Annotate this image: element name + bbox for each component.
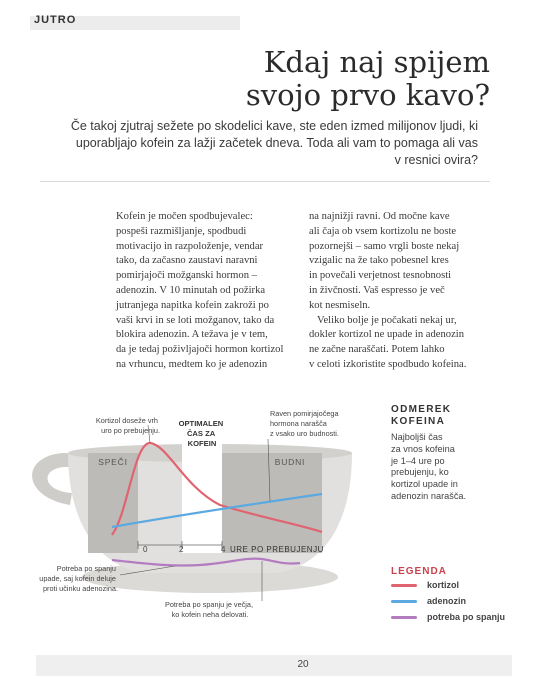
body-column-1: [116, 210, 308, 373]
legend-title: LEGENDA: [391, 566, 447, 577]
dose-heading: ODMEREK KOFEINA: [391, 404, 452, 427]
page-title-text: Kdaj naj spijem svojo prvo kavo?: [245, 45, 490, 112]
legend-label: potreba po spanju: [427, 612, 506, 622]
cortisol-annotation-line: Kortizol doseže vrh: [95, 416, 158, 425]
legend-swatch: [391, 616, 417, 619]
cortisol-annotation-line: uro po prebujenju.: [101, 426, 160, 435]
sleep-zone: [88, 453, 138, 553]
axis-tick-label: 4: [221, 545, 226, 554]
sleep-need-annotation-line: Potreba po spanju je večja,: [164, 600, 253, 609]
page-number: 20: [297, 659, 309, 670]
sleep-need-annotation-line: upade, saj kofein deluje: [39, 574, 116, 583]
footer-bar: [36, 655, 512, 676]
dose-text: [391, 432, 501, 503]
cup-handle: [32, 453, 74, 505]
section-label: JUTRO: [34, 14, 77, 26]
sleep-need-annotation-line: Potreba po spanju: [56, 564, 116, 573]
caffeine-timing-diagram: [0, 395, 390, 635]
legend-item-cortisol: [391, 580, 459, 590]
legend-item-sleep-need: [391, 612, 505, 622]
body-column-2: [309, 210, 501, 373]
cortisol-annotation: [96, 416, 160, 435]
zone-label-awake: BUDNI: [274, 457, 306, 467]
axis-tick-label: 0: [143, 545, 148, 554]
dose-paragraph: Najboljši čas za vnos kofeina je 1–4 ure po prebujenju, ko kortizol upade in adenozin narašča.: [391, 432, 467, 501]
legend-item-adenosine: [391, 596, 466, 606]
legend-swatch: [391, 584, 417, 587]
sleep-need-annotation-left: [39, 564, 118, 593]
page-subtitle: Če takoj zjutraj sežete po skodelici kave, ste eden izmed milijonov ljudi, ki uporabljajo kofein za lažji začetek dneva. Toda ali vam to pomaga ali vas v resnici ovira?: [70, 119, 478, 167]
adenosine-annotation-line: Raven pomirjajočega: [270, 409, 339, 418]
sleep-need-annotation-bottom: [165, 600, 255, 619]
axis-tick-label: 2: [179, 545, 184, 554]
optimal-window-label-line: ČAS ZA: [186, 429, 215, 438]
adenosine-annotation: [270, 409, 341, 438]
body-paragraph: Veliko bolje je počakati nekaj ur, dokler kortizol ne upade in adenozin ne začne naraščati. Potem lahko v celoti izkoristite spodbudo kofeina.: [309, 314, 467, 370]
page-title: [60, 46, 490, 112]
legend-label: kortizol: [427, 580, 460, 590]
awake-zone: [222, 453, 322, 553]
legend-swatch: [391, 600, 417, 603]
sleep-need-annotation-line: ko kofein neha delovati.: [171, 610, 249, 619]
adenosine-annotation-line: hormona narašča: [270, 419, 327, 428]
optimal-window-label-line: KOFEIN: [187, 439, 217, 448]
body-paragraph: Kofein je močen spodbujevalec: pospeši razmišljanje, spodbudi motivacijo in razpoloženje, vendar tako, da začasno zaustavi naravni pomirjajoči možganski hormon – adenozin. V 10 minutah od požirka jutranjega napitka kofein zakroži po vaši krvi in se loti možganov, tako da blokira adenozin. A težava je v tem, da je tedaj poživljajoči hormon kortizol na vrhuncu, medtem ko je adenozin: [116, 211, 284, 370]
zone-label-sleep: SPEČI: [98, 457, 128, 467]
sleep-need-annotation-line: proti učinku adenozina.: [42, 584, 118, 593]
divider: [40, 181, 490, 182]
adenosine-annotation-line: z vsako uro budnosti.: [270, 429, 339, 438]
axis-unit-label: URE PO PREBUJENJU: [230, 545, 324, 554]
legend-label: adenozin: [427, 596, 467, 606]
optimal-window-label-line: OPTIMALEN: [178, 419, 224, 428]
body-paragraph: na najnižji ravni. Od močne kave ali čaja ob vsem kortizolu ne boste pozornejši – samo vrgli boste nekaj vzigalic na že tako pobesnel kres in povečali verjetnost tesnobnosti in živčnosti. Vaš espresso je več kot nesmiseln.: [309, 211, 460, 311]
